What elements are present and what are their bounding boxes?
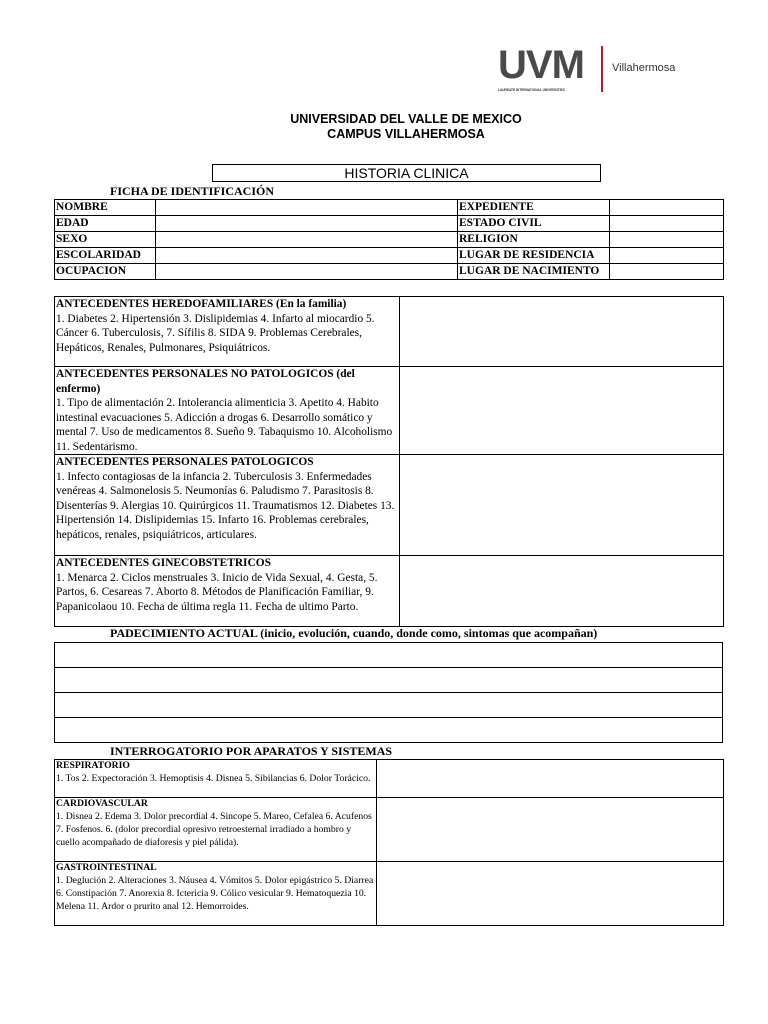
history-items: 1. Infecto contagiosas de la infancia 2. Tuberculosis 3. Enfermedades venéreas 4. Salmonelosis 5. Neumonías 6. Paludismo 7. Parasitosis 8. Disenterías 9. Alergias 10. Quirúrgicos 11. Traumatismos 12. Diabetes 13. Hipertensión 14. Dislipidemias 15. Infarto 16. Problemas cerebrales, hepáticos, renales, psiquiátricos, articulares.: [56, 470, 395, 541]
history-items: 1. Tipo de alimentación 2. Intolerancia alimenticia 3. Apetito 4. Habito intestinal evacuaciones 5. Adicción a drogas 6. Desarrollo somático y mental 7. Uso de medicamentos 8. Sueño 9. Tabaquismo 10. Alcoholismo 11. Sedentarismo.: [56, 397, 393, 453]
university-name: UNIVERSIDAD DEL VALLE DE MEXICO: [290, 112, 522, 126]
table-row: [55, 693, 723, 718]
field-value-residence[interactable]: [610, 248, 724, 264]
history-table: [54, 296, 724, 627]
logo-tagline: LAUREATE INTERNATIONAL UNIVERSITIES: [498, 88, 565, 92]
field-label: EDAD: [55, 216, 156, 232]
current-illness-line[interactable]: [55, 718, 723, 743]
history-answer-field[interactable]: [400, 367, 724, 455]
field-value-birthplace[interactable]: [610, 264, 724, 280]
system-description: [55, 862, 377, 926]
table-row: [55, 200, 724, 216]
table-row: [55, 367, 724, 455]
history-title: ANTECEDENTES GINECOBSTETRICOS: [56, 557, 271, 569]
field-value-name[interactable]: [156, 200, 458, 216]
table-row: [55, 862, 724, 926]
system-answer-field[interactable]: [377, 798, 724, 862]
field-label: EXPEDIENTE: [458, 200, 610, 216]
system-answer-field[interactable]: [377, 862, 724, 926]
logo-wordmark: UVM: [498, 43, 584, 87]
history-description: [55, 556, 400, 627]
table-row: [55, 297, 724, 367]
field-value-religion[interactable]: [610, 232, 724, 248]
history-description: [55, 297, 400, 367]
systems-review-label: INTERROGATORIO POR APARATOS Y SISTEMAS: [110, 744, 393, 758]
table-row: [55, 232, 724, 248]
field-value-education[interactable]: [156, 248, 458, 264]
field-value-sex[interactable]: [156, 232, 458, 248]
logo-campus: Villahermosa: [612, 62, 676, 74]
system-items: 1. Tos 2. Expectoración 3. Hemoptisis 4. Disnea 5. Sibilancias 6. Dolor Torácico.: [56, 772, 371, 784]
table-row: [55, 668, 723, 693]
table-row: [55, 718, 723, 743]
field-value-marital-status[interactable]: [610, 216, 724, 232]
form-title: HISTORIA CLINICA: [212, 164, 601, 182]
current-illness-label: PADECIMIENTO ACTUAL (inicio, evolución, cuando, donde como, sintomas que acompañan): [110, 626, 598, 640]
system-title: RESPIRATORIO: [56, 760, 130, 771]
identification-section-label: FICHA DE IDENTIFICACIÓN: [110, 184, 275, 198]
logo-divider: [601, 46, 603, 92]
system-items: 1. Deglución 2. Alteraciones 3. Náusea 4. Vómitos 5. Dolor epigástrico 5. Diarrea 6. Constipación 7. Anorexia 8. Ictericia 9. Cólico vesicular 9. Hematoquezia 10. Melena 11. Ardor o prurito anal 12. Hemorroides.: [56, 874, 374, 912]
history-answer-field[interactable]: [400, 297, 724, 367]
field-label: NOMBRE: [55, 200, 156, 216]
field-label: RELIGION: [458, 232, 610, 248]
table-row: [55, 798, 724, 862]
system-title: GASTROINTESTINAL: [56, 862, 157, 873]
field-label: OCUPACION: [55, 264, 156, 280]
table-row: [55, 264, 724, 280]
system-description: [55, 760, 377, 798]
uvm-logo: [498, 44, 723, 100]
field-value-age[interactable]: [156, 216, 458, 232]
field-label: SEXO: [55, 232, 156, 248]
history-items: 1. Menarca 2. Ciclos menstruales 3. Inicio de Vida Sexual, 4. Gesta, 5. Partos, 6. Cesareas 7. Aborto 8. Métodos de Planificación Familiar, 9. Papanicolaou 10. Fecha de última regla 11. Fecha de ultimo Parto.: [56, 571, 378, 613]
history-title: ANTECEDENTES HEREDOFAMILIARES (En la familia): [56, 298, 347, 310]
current-illness-line[interactable]: [55, 668, 723, 693]
field-value-record[interactable]: [610, 200, 724, 216]
current-illness-line[interactable]: [55, 693, 723, 718]
current-illness-table: [54, 642, 723, 743]
table-row: [55, 455, 724, 556]
current-illness-line[interactable]: [55, 643, 723, 668]
table-row: [55, 643, 723, 668]
table-row: [55, 248, 724, 264]
field-value-occupation[interactable]: [156, 264, 458, 280]
field-label: LUGAR DE RESIDENCIA: [458, 248, 610, 264]
table-row: [55, 760, 724, 798]
field-label: ESTADO CIVIL: [458, 216, 610, 232]
table-row: [55, 556, 724, 627]
system-title: CARDIOVASCULAR: [56, 798, 148, 809]
system-items: 1. Disnea 2. Edema 3. Dolor precordial 4. Sincope 5. Mareo, Cefalea 6. Acufenos 7. Fosfenos. 6. (dolor precordial opresivo retroesternal irradiado a hombro y cuello acompañado de diaforesis y piel pálida).: [56, 810, 372, 848]
system-answer-field[interactable]: [377, 760, 724, 798]
campus-name: CAMPUS VILLAHERMOSA: [327, 127, 485, 141]
systems-review-table: [54, 759, 724, 926]
history-answer-field[interactable]: [400, 556, 724, 627]
field-label: LUGAR DE NACIMIENTO: [458, 264, 610, 280]
table-row: [55, 216, 724, 232]
history-title: ANTECEDENTES PERSONALES NO PATOLOGICOS (del enfermo): [56, 368, 355, 395]
history-items: 1. Diabetes 2. Hipertensión 3. Dislipidemias 4. Infarto al miocardio 5. Cáncer 6. Tuberculosis, 7. Sífilis 8. SIDA 9. Problemas Cerebrales, Hepáticos, Renales, Pulmonares, Psiquiátricos.: [56, 312, 375, 354]
field-label: ESCOLARIDAD: [55, 248, 156, 264]
history-title: ANTECEDENTES PERSONALES PATOLOGICOS: [56, 456, 314, 468]
identification-table: [54, 199, 724, 280]
history-description: [55, 455, 400, 556]
system-description: [55, 798, 377, 862]
history-answer-field[interactable]: [400, 455, 724, 556]
history-description: [55, 367, 400, 455]
